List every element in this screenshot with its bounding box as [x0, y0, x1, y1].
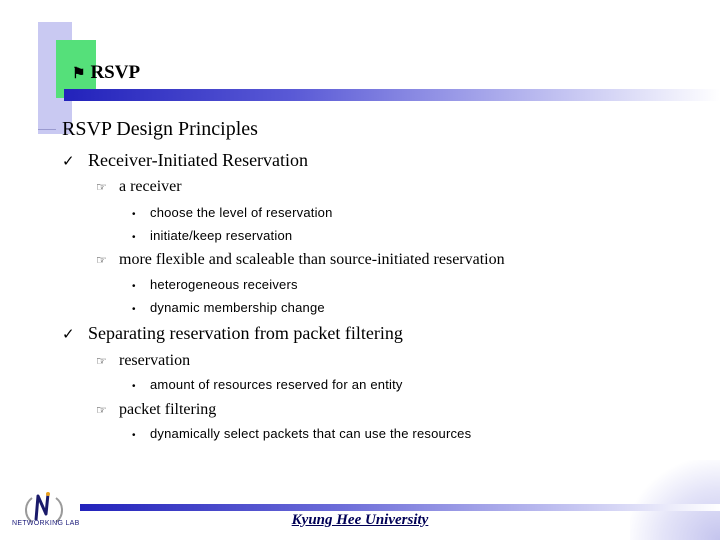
dot-icon: • — [132, 381, 136, 392]
sub-bullet-text: packet filtering — [119, 401, 217, 418]
detail-text: heterogeneous receivers — [150, 277, 298, 292]
dot-icon: • — [132, 281, 136, 292]
detail-text: choose the level of reservation — [150, 205, 333, 220]
section-heading: RSVP Design Principles — [62, 118, 258, 140]
decorative-rule — [38, 129, 56, 130]
detail-text: initiate/keep reservation — [150, 228, 293, 243]
slide-title — [72, 62, 140, 84]
sub-bullet-item — [96, 352, 190, 370]
pointing-hand-icon: ☞ — [96, 354, 107, 368]
bullet-text: Separating reservation from packet filtering — [88, 323, 403, 343]
slide-title-text: RSVP — [90, 62, 141, 83]
title-underline-bar — [64, 89, 720, 101]
sub-bullet-text: a receiver — [119, 178, 182, 195]
footer-bar — [80, 504, 720, 511]
sub-bullet-item — [96, 401, 216, 419]
detail-text: dynamic membership change — [150, 300, 325, 315]
detail-item — [132, 277, 298, 292]
logo-text: NETWORKING LAB — [12, 520, 80, 527]
detail-text: dynamically select packets that can use the resources — [150, 426, 472, 441]
bullet-item — [62, 150, 308, 171]
detail-item — [132, 205, 333, 220]
pointing-hand-icon: ☞ — [96, 403, 107, 417]
sub-bullet-text: more flexible and scaleable than source-initiated reservation — [119, 251, 505, 268]
detail-item — [132, 228, 292, 243]
pointing-hand-icon: ☞ — [96, 180, 107, 194]
bullet-item — [62, 323, 403, 344]
detail-item — [132, 426, 471, 441]
dot-icon: • — [132, 209, 136, 220]
dot-icon: • — [132, 304, 136, 315]
detail-text: amount of resources reserved for an entity — [150, 377, 403, 392]
bullet-text: Receiver-Initiated Reservation — [88, 150, 309, 170]
checkmark-icon: ✓ — [62, 325, 75, 343]
sub-bullet-text: reservation — [119, 352, 191, 369]
dot-icon: • — [132, 430, 136, 441]
sub-bullet-item — [96, 251, 505, 269]
detail-item — [132, 377, 403, 392]
checkmark-icon: ✓ — [62, 152, 75, 170]
sub-bullet-item — [96, 178, 182, 196]
dot-icon: • — [132, 232, 136, 243]
flag-icon: ⚑ — [72, 65, 86, 82]
pointing-hand-icon: ☞ — [96, 253, 107, 267]
detail-item — [132, 300, 325, 315]
footer-university: Kyung Hee University — [291, 512, 429, 528]
